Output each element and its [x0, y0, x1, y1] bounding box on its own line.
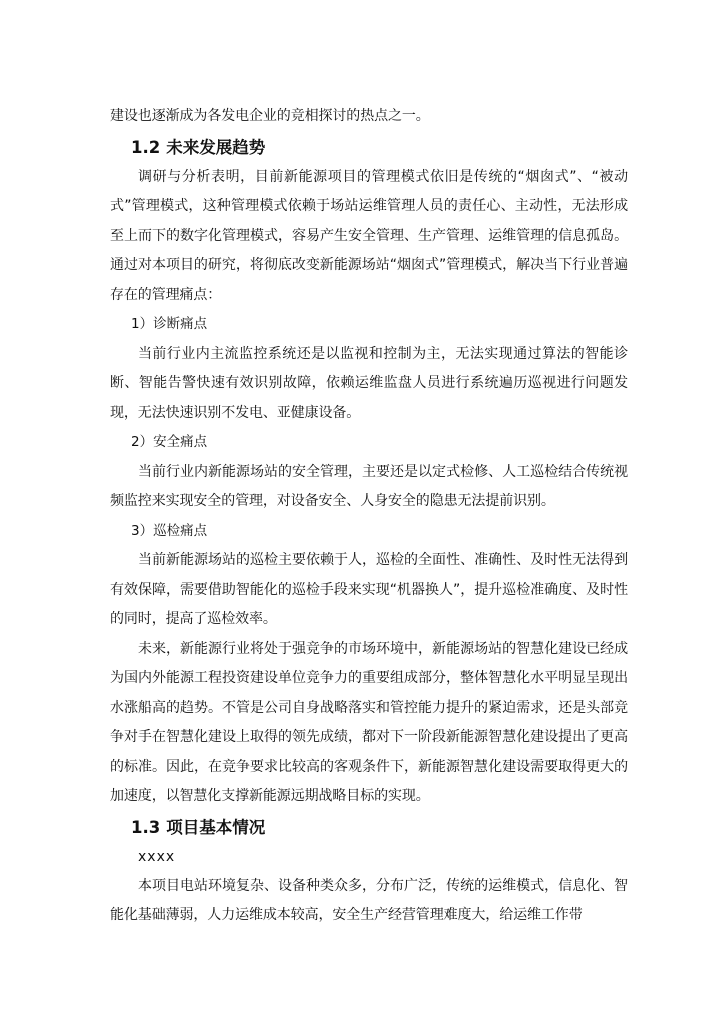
list-item-title-inspection: 3）巡检痛点 — [131, 522, 208, 539]
paragraph-safety: 当前行业内新能源场站的安全管理，主要还是以定式检修、人工巡检结合传统视频监控来实现安全的管理，对设备安全、人身安全的隐患无法提前识别。 — [110, 463, 628, 509]
section-heading-1-2 — [110, 132, 628, 163]
paragraph-future-trend: 未来，新能源行业将处于强竞争的市场环境中，新能源场站的智慧化建设已经成为国内外能源工程投资建设单位竞争力的重要组成部分，整体智慧化水平明显呈现出水涨船高的趋势。不管是公司自身战略落实和管控能力提升的紧迫需求，还是头部竞争对手在智慧化建设上取得的领先成绩，都对下一阶段新能源智慧化建设提出了更高的标准。因此，在竞争要求比较高的客观条件下，新能源智慧化建设需要取得更大的加速度，以智慧化支撑新能源远期战略目标的实现。 — [110, 640, 628, 804]
paragraph-inspection: 当前新能源场站的巡检主要依赖于人，巡检的全面性、准确性、及时性无法得到有效保障，需要借助智能化的巡检手段来实现“机器换人”，提升巡检准确度、及时性的同时，提高了巡检效率。 — [110, 552, 628, 627]
section-title: 项目基本情况 — [166, 817, 266, 837]
paragraph-diagnosis: 当前行业内主流监控系统还是以监视和控制为主，无法实现通过算法的智能诊断、智能告警快速有效识别故障，依赖运维监盘人员进行系统遍历巡视进行问题发现，无法快速识别不发电、亚健康设备。 — [110, 345, 628, 421]
paragraph-project-overview: 本项目电站环境复杂、设备种类众多，分布广泛，传统的运维模式，信息化、智能化基础薄弱，人力运维成本较高，安全生产经营管理难度大，给运维工作带 — [110, 877, 628, 923]
section-heading-1-3 — [110, 812, 628, 843]
list-item-title-diagnosis: 1）诊断痛点 — [131, 316, 208, 332]
section-number: 1.3 — [131, 817, 161, 837]
list-item-title-safety: 2）安全痛点 — [131, 434, 208, 450]
section-title: 未来发展趋势 — [166, 137, 266, 157]
section-number: 1.2 — [131, 137, 161, 157]
placeholder-text: xxxx — [138, 848, 176, 865]
document-body — [110, 102, 628, 931]
paragraph-continuation: 建设也逐渐成为各发电企业的竞相探讨的热点之一。 — [110, 108, 430, 124]
paragraph-management-mode: 调研与分析表明，目前新能源项目的管理模式依旧是传统的“烟囱式”、“被动式”管理模式，这种管理模式依赖于场站运维管理人员的责任心、主动性，无法形成至上而下的数字化管理模式，容易产生安全管理、生产管理、运维管理的信息孤岛。通过对本项目的研究，将彻底改变新能源场站“烟囱式”管理模式，解决当下行业普遍存在的管理痛点： — [110, 168, 628, 303]
